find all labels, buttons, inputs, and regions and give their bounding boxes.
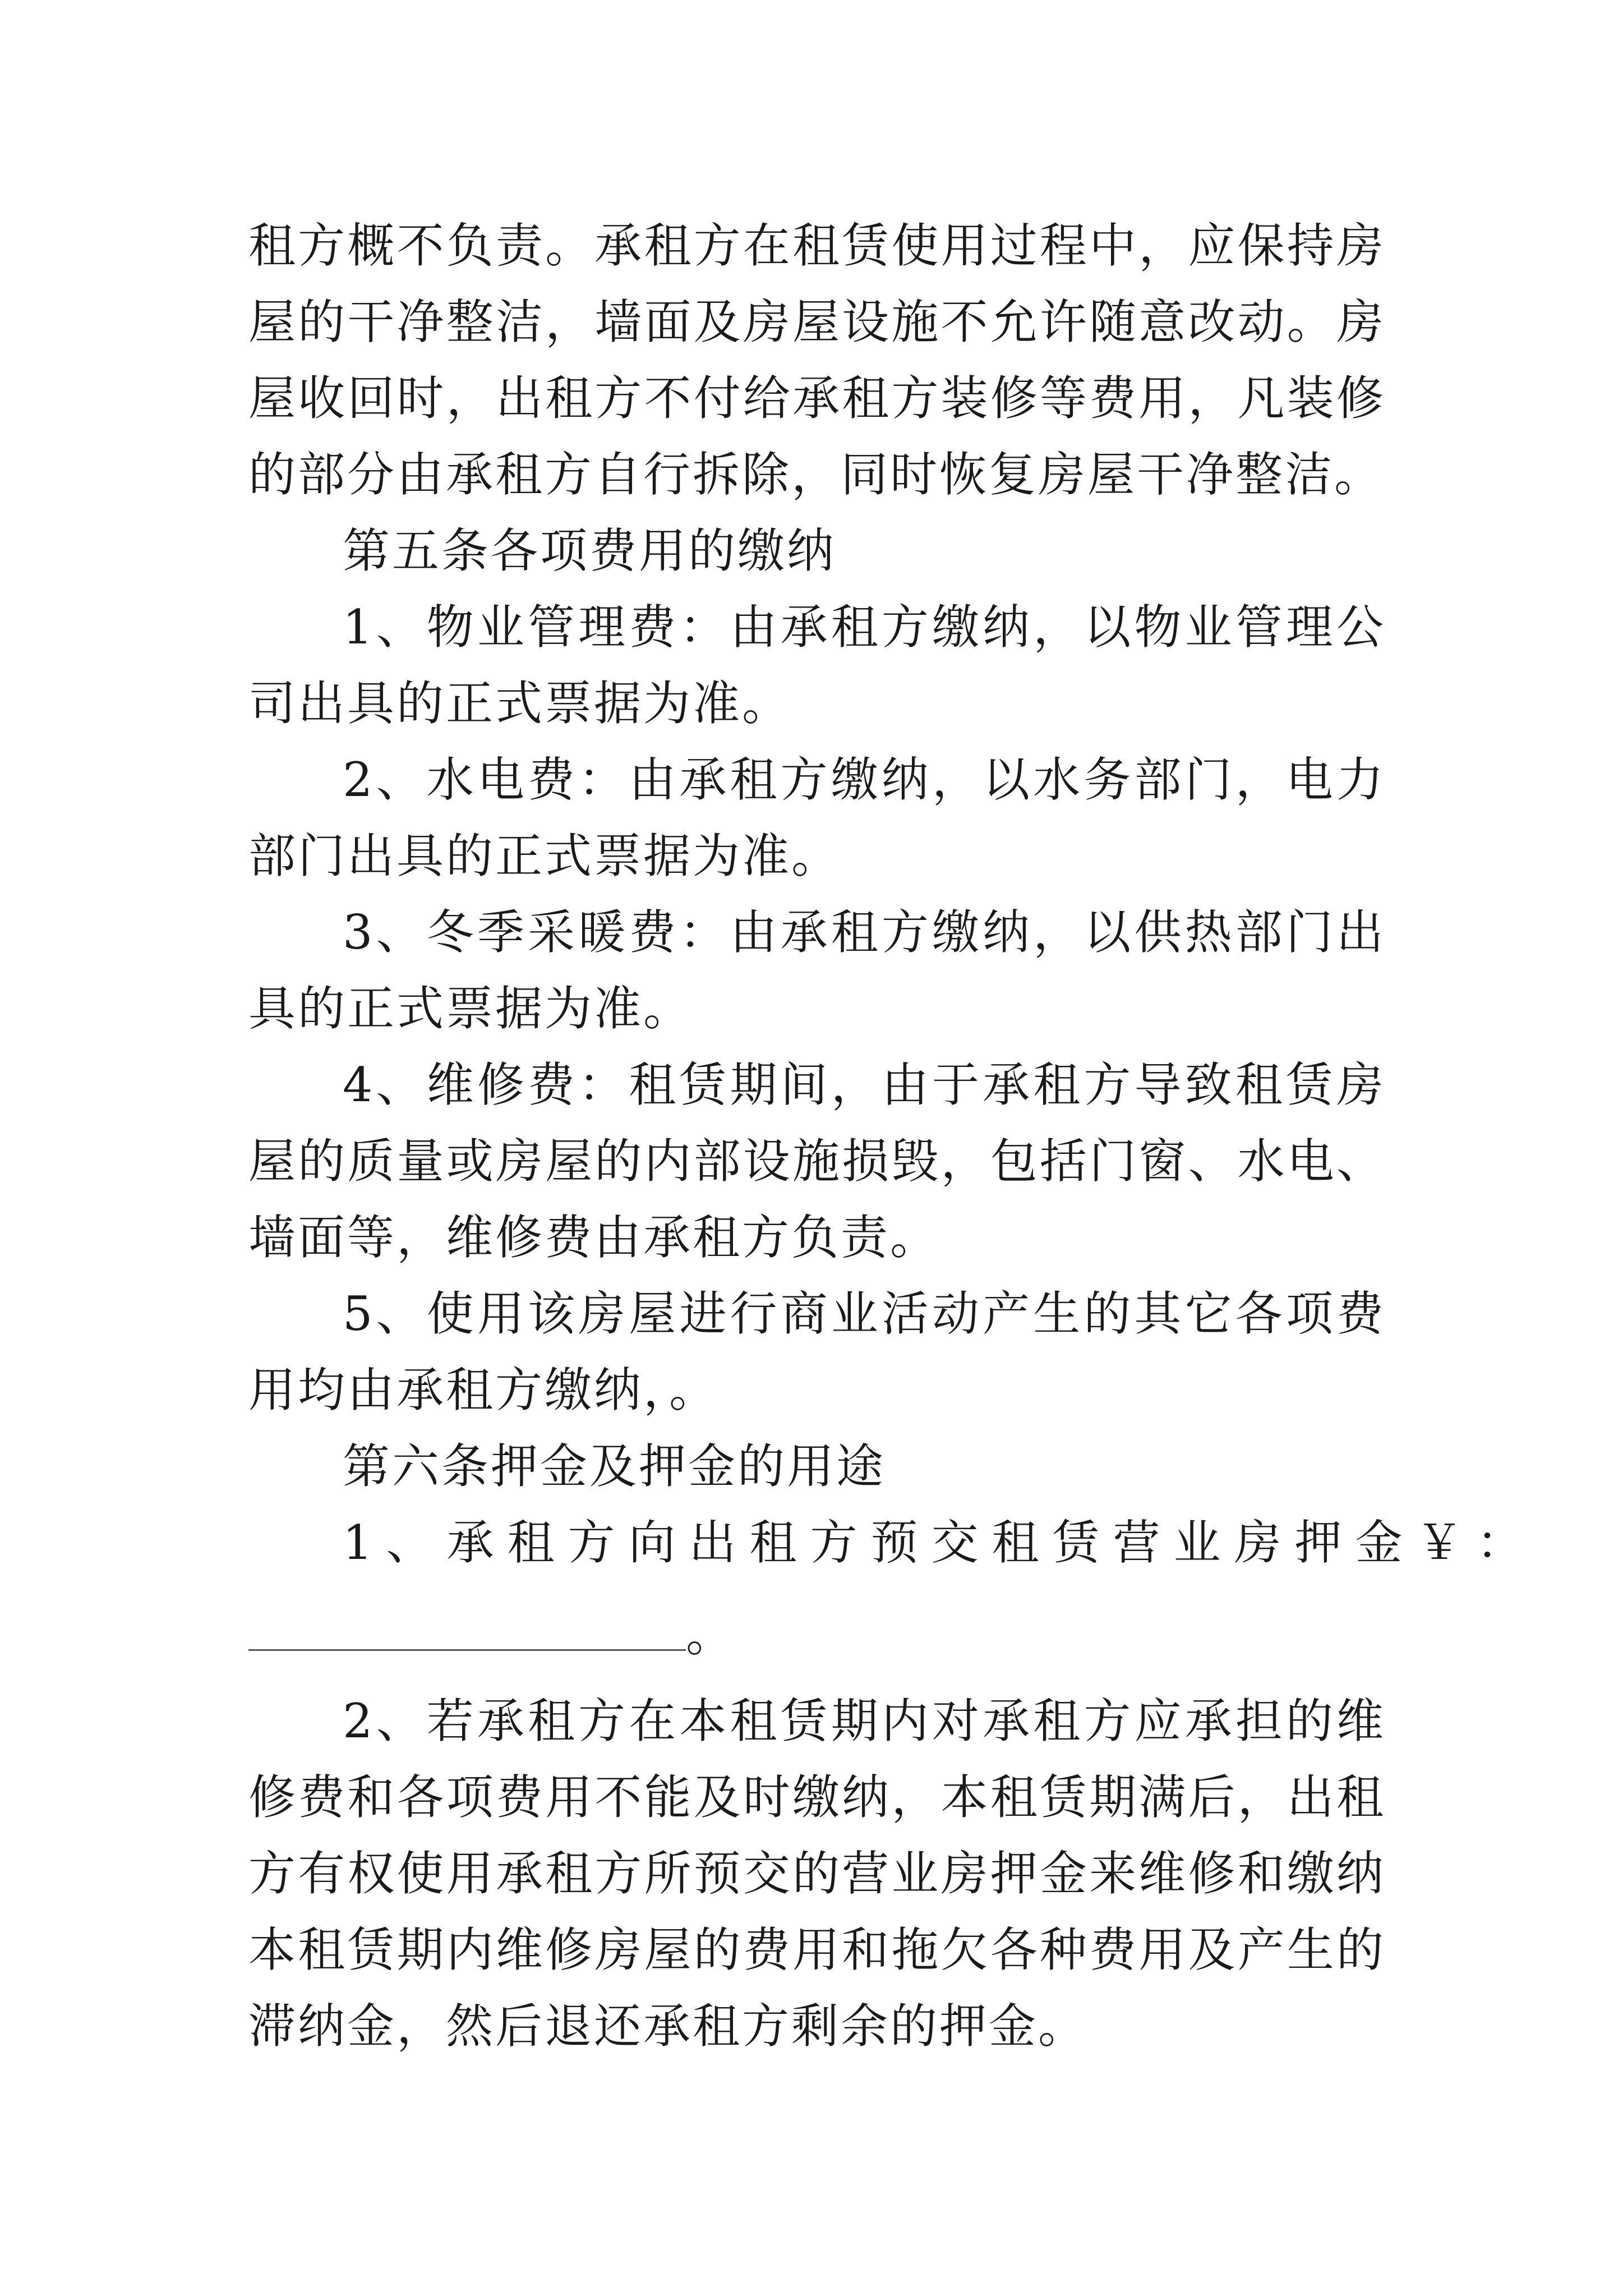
document-body	[248, 208, 1537, 2064]
article-6-item-2: 2、若承租方在本租赁期内对承租方应承担的维修费和各项费用不能及时缴纳，本租赁期满后，出租方有权使用承租方所预交的营业房押金来维修和缴纳本租赁期内维修房屋的费用和拖欠各种费用及产生的滞纳金，然后退还承租方剩余的押金。	[248, 1694, 1386, 2054]
article-5-item-4: 4、维修费：租赁期间，由于承租方导致租赁房屋的质量或房屋的内部设施损毁，包括门窗、水电、墙面等，维修费由承租方负责。	[248, 1057, 1386, 1265]
article-5-item-1: 1、物业管理费：由承租方缴纳，以物业管理公司出具的正式票据为准。	[248, 600, 1386, 731]
article-5-heading: 第五条各项费用的缴纳	[343, 523, 837, 578]
article-6-heading: 第六条押金及押金的用途	[343, 1439, 886, 1494]
article-5-item-2: 2、水电费：由承租方缴纳，以水务部门，电力部门出具的正式票据为准。	[248, 752, 1386, 884]
deposit-amount-blank	[248, 1610, 686, 1651]
paragraph-continuation: 租方概不负责。承租方在租赁使用过程中，应保持房屋的干净整洁，墙面及房屋设施不允许随意改动。房屋收回时，出租方不付给承租方装修等费用，凡装修的部分由承租方自行拆除，同时恢复房屋干净整洁。	[248, 218, 1386, 502]
article-5-item-5: 5、使用该房屋进行商业活动产生的其它各项费用均由承租方缴纳，。	[248, 1286, 1386, 1418]
article-6-item-1: 1、承租方向出租方预交租赁营业房押金￥：	[343, 1515, 1537, 1570]
article-5-item-3: 3、冬季采暖费：由承租方缴纳，以供热部门出具的正式票据为准。	[248, 905, 1386, 1036]
deposit-amount-line	[248, 1596, 1386, 1673]
deposit-line-end: 。	[686, 1607, 736, 1662]
